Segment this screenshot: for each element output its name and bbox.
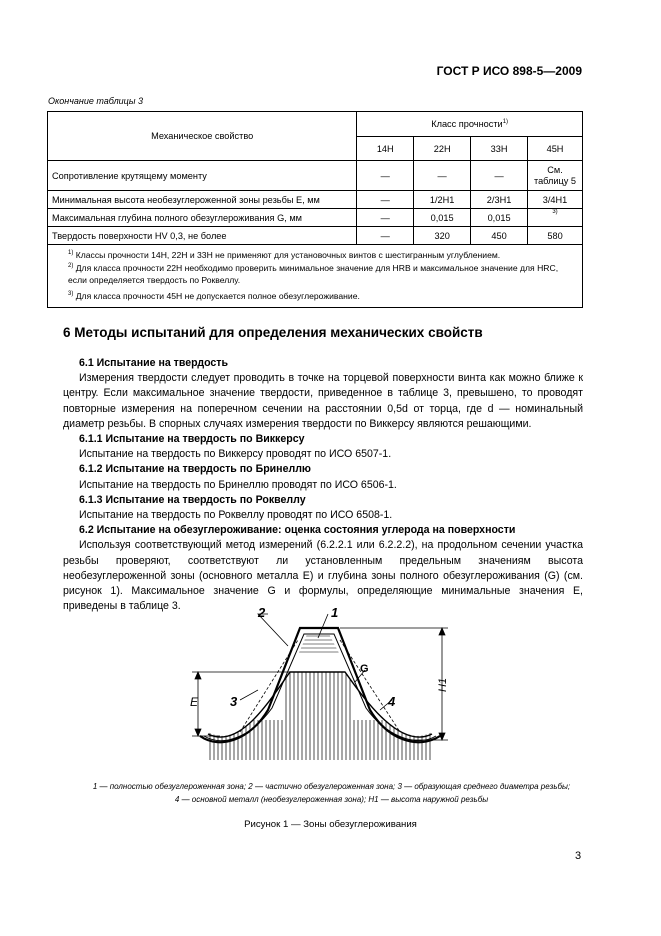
footnote-1: $^{1)}$ Классы прочности 14H, 22H и 33H не применяют для установочных винтов с шестигранным углублением. — [68, 249, 501, 260]
subsection-6-1-2-title: 6.1.2 Испытание на твердость по Бринеллю — [79, 463, 311, 476]
subsection-6-2-text: Используя соответствующий метод измерений (6.2.2.1 или 6.2.2.2), на продольном сечении участка резьбы проверяют, соответствуют ли установленным предельным значениям высота необезуглероженной зоны (основного металла E) и глубина зоны полного обезуглероживания (G) (см. рисунок 1). Максимальное значение G и формулы, определяющие минимальные значения E, приведены в таблице 3. — [63, 539, 583, 613]
class-14h: 14H — [357, 137, 414, 161]
subsection-6-1-2-text: Испытание на твердость по Бринеллю проводят по ИСО 6506-1. — [79, 478, 397, 491]
figure-legend: 1 — полностью обезуглероженная зона; 2 — частично обезуглероженная зона; 3 — образующая среднего диаметра резьбы; 4 — основной металл (необезуглероженная зона); H1 — высота наружной резьбы — [92, 782, 571, 804]
label-e: E — [190, 695, 199, 709]
table-footnotes — [48, 245, 583, 308]
class-45h: 45H — [528, 137, 583, 161]
subsection-6-1-3-title: 6.1.3 Испытание на твердость по Роквеллу — [79, 493, 306, 506]
properties-table — [47, 111, 583, 308]
subsection-6-1-1-title: 6.1.1 Испытание на твердость по Виккерсу — [79, 433, 305, 446]
subsection-6-2-title: 6.2 Испытание на обезуглероживание: оценка состояния углерода на поверхности — [79, 524, 516, 537]
label-4: 4 — [388, 694, 396, 709]
hatching — [210, 670, 430, 760]
document-code: ГОСТ Р ИСО 898-5—2009 — [436, 64, 582, 78]
table-row: Сопротивление крутящему моменту — — — См. таблицу 5 — [48, 161, 583, 191]
footnote-3: $^{3)}$ Для класса прочности 45H не допускается полное обезуглероживание. — [68, 291, 360, 302]
header-class: Класс прочности$^{1)}$ — [357, 112, 583, 137]
class-22h: 22H — [414, 137, 471, 161]
dimension-lines — [192, 614, 448, 740]
label-h1: H1 — [437, 677, 449, 692]
section-body — [63, 356, 583, 614]
table-row: Твердость поверхности HV 0,3, не более — 320 450 580 — [48, 227, 583, 245]
section-title: 6 Методы испытаний для определения механических свойств — [63, 325, 483, 340]
subsection-6-1-3-text: Испытание на твердость по Роквеллу проводят по ИСО 6508-1. — [79, 509, 393, 522]
table-row: Максимальная глубина полного обезуглероживания G, мм — 0,015 0,015 3) — [48, 209, 583, 227]
table-caption: Окончание таблицы 3 — [48, 96, 143, 106]
class-33h: 33H — [471, 137, 528, 161]
label-2: 2 — [258, 605, 266, 620]
figure-title: Рисунок 1 — Зоны обезуглероживания — [244, 819, 417, 830]
subsection-6-1-1-text: Испытание на твердость по Виккерсу проводят по ИСО 6507-1. — [79, 448, 392, 461]
thread-profile — [200, 628, 440, 742]
page-number: 3 — [575, 850, 582, 862]
subsection-6-1-text: Измерения твердости следует проводить в точке на торцевой поверхности винта как можно ближе к центру. Если максимальное значение твердости, приведенное в таблице 3, превышено, то проводят повторные измерения на поперечном сечении на расстоянии 0,5d от торца, где d — номинальный диаметр резьбы. В спорных случаях измерения твердости по Виккерсу являются решающими. — [63, 372, 583, 430]
label-1: 1 — [331, 605, 339, 620]
label-g: G — [360, 663, 369, 675]
table-row: Минимальная высота необезуглероженной зоны резьбы E, мм — 1/2H1 2/3H1 3/4H1 — [48, 191, 583, 209]
footnote-2: $^{2)}$ Для класса прочности 22H необходимо проверить минимальное значение для HRB и максимальное значение для HRC, если определяется твердость по Роквеллу. — [68, 263, 559, 285]
decarburization-figure — [180, 600, 460, 770]
label-3: 3 — [230, 694, 238, 709]
header-property: Механическое свойство — [48, 112, 357, 161]
subsection-6-1-title: 6.1 Испытание на твердость — [79, 357, 228, 369]
